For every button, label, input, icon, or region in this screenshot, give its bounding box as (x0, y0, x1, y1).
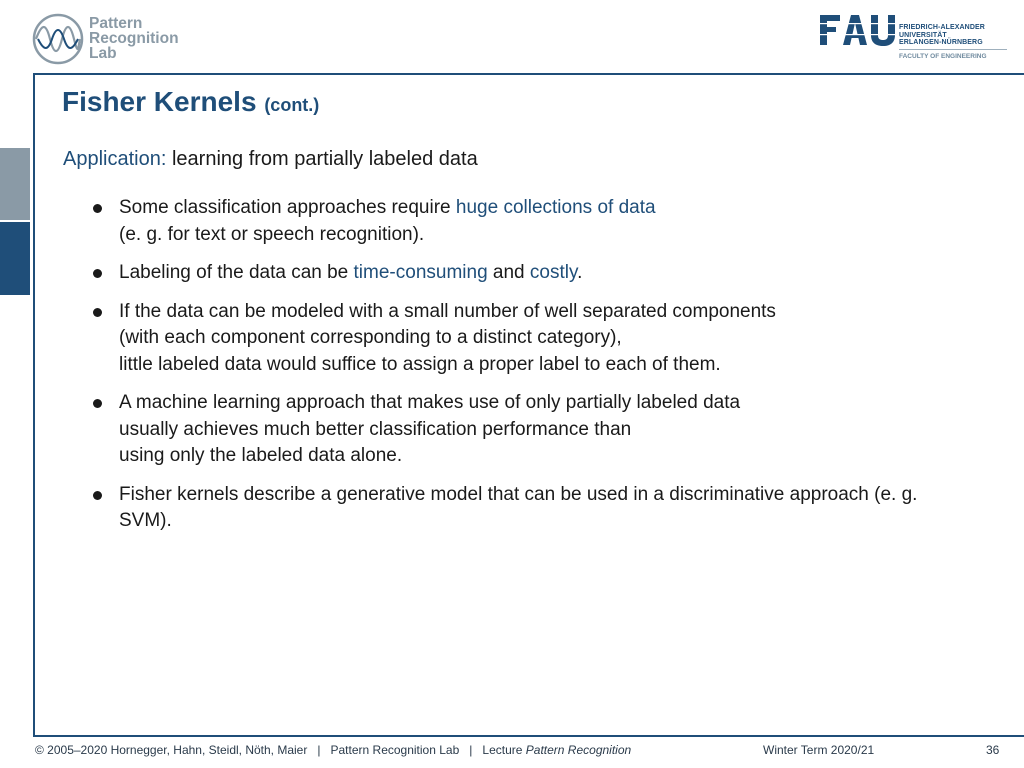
bullet-item (93, 299, 1013, 379)
fau-mark-icon (820, 13, 896, 47)
bullet-line: If the data can be modeled with a small number of well separated components (119, 300, 776, 322)
bullet-item (93, 390, 1013, 470)
bullet-dot-icon (93, 269, 102, 278)
bullet-line: (e. g. for text or speech recognition). (119, 223, 425, 245)
bullet-dot-icon (93, 308, 102, 317)
bullet-dot-icon (93, 399, 102, 408)
fau-faculty: FACULTY OF ENGINEERING (899, 53, 987, 60)
bullet-highlight: costly (529, 262, 578, 283)
application-label: Application: (63, 148, 167, 170)
slide-frame-bottom (33, 735, 1024, 737)
bullet-dot-icon (93, 204, 102, 213)
footer-term: Winter Term 2020/21 (763, 743, 875, 757)
prl-wave-icon (32, 13, 84, 65)
footer-lecture-prefix: Lecture (482, 743, 526, 757)
footer-separator: | (317, 743, 321, 757)
footer-lecture-name: Pattern Recognition (525, 743, 632, 757)
application-line (63, 148, 478, 171)
page-number: 36 (986, 743, 1000, 757)
bullet-highlight: huge collections of data (455, 197, 656, 218)
bullet-item (93, 260, 1013, 287)
slide-title (62, 86, 319, 118)
bullet-text: Labeling of the data can be (119, 262, 354, 283)
bullet-line: A machine learning approach that makes use of only partially labeled data (119, 392, 741, 413)
bullet-highlight: time-consuming (353, 262, 488, 283)
slide-frame-top (33, 73, 1024, 75)
side-tab-blue (0, 222, 30, 295)
slide-title-suffix: (cont.) (264, 95, 320, 115)
slide-frame-left (33, 73, 35, 735)
prl-line-1: Pattern (89, 15, 143, 32)
bullet-line (119, 260, 1013, 287)
bullet-line: little labeled data would suffice to assign a proper label to each of them. (119, 353, 721, 375)
bullet-line (119, 195, 1013, 222)
bullet-text: Some classification approaches require (119, 197, 456, 218)
fau-university-name (899, 24, 985, 47)
fau-line-2: UNIVERSITÄT (899, 31, 947, 39)
fau-line-1: FRIEDRICH-ALEXANDER (899, 24, 985, 31)
pattern-recognition-lab-logo (32, 11, 202, 67)
bullet-dot-icon (93, 491, 102, 500)
bullet-list (93, 195, 1013, 547)
bullet-line: usually achieves much better classification performance than (119, 418, 632, 440)
footer-copyright: © 2005–2020 Hornegger, Hahn, Steidl, Nöth, Maier (35, 743, 308, 757)
fau-logo (820, 11, 1000, 63)
footer-lab: Pattern Recognition Lab (330, 743, 460, 757)
footer-credits (35, 743, 631, 757)
footer-separator: | (469, 743, 473, 757)
bullet-line: using only the labeled data alone. (119, 445, 403, 466)
bullet-line: SVM). (119, 510, 172, 531)
application-text: learning from partially labeled data (171, 148, 478, 170)
bullet-item (93, 482, 1013, 535)
fau-divider (899, 49, 1007, 50)
prl-line-3: Lab (89, 45, 117, 62)
fau-line-3: ERLANGEN-NÜRNBERG (899, 39, 983, 46)
bullet-text: . (577, 262, 583, 283)
bullet-item (93, 195, 1013, 248)
bullet-text: and (487, 262, 530, 283)
bullet-line: Fisher kernels describe a generative model that can be used in a discriminative approach (e. g. (119, 483, 918, 505)
slide-title-main: Fisher Kernels (62, 86, 257, 117)
prl-wordmark (89, 16, 179, 61)
side-tab-gray (0, 148, 30, 220)
prl-line-2: Recognition (89, 30, 179, 47)
bullet-line: (with each component corresponding to a distinct category), (119, 327, 622, 348)
